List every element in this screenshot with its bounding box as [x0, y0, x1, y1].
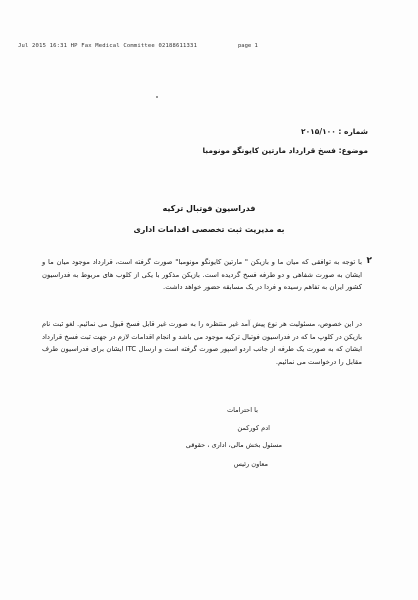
- department-title: به مدیریت ثبت تخصصی اقدامات اداری: [133, 225, 285, 234]
- fax-header-line: Jul 2015 16:31 HP Fax Medical Committee 02188611331: [18, 43, 198, 49]
- letter-number-text: شماره : ۲۰۱۵/۱۰۰: [301, 127, 368, 136]
- margin-mark: ۲: [366, 256, 372, 266]
- signer-role: معاون رئیس: [233, 460, 268, 468]
- letter-subject-text: موضوع: فسخ قرارداد مارتین کایونگو مونومبا: [202, 146, 368, 155]
- signer-title: مسئول بخش مالی، اداری ، حقوقی: [185, 441, 282, 449]
- recipient-title: فدراسیون فوتبال ترکیه: [162, 204, 256, 213]
- fax-page-number: page 1: [238, 43, 258, 49]
- body-paragraph-2: در این خصوص، مسئولیت هر نوع پیش آمد غیر منتظره را به صورت غیر قابل فسخ قبول می نمائیم. لغو ثبت نام بازیکن در کلوپ ما که در فدراسیون فوتبال ترکیه موجود می باشد و انجام اقدامات لازم در جهت ثبت فسخ قرارداد ایشان که به صورت یک طرفه از جانب اردو اسپور صورت گرفته است و ارسال ITC ایشان برای فدراسیون طرف مقابل را درخواست می نمائیم.: [42, 320, 362, 366]
- letter-subject: [202, 146, 368, 155]
- body-paragraph-1: با توجه به توافقی که میان ما و بازیکن " مارتین کایونگو مونومبا" صورت گرفته است، قرارداد موجود میان ما و ایشان به صورت شفاهی و دو طرفه فسخ گردیده است. بازیکن مذکور با یکی از کلوب های مربوط به فدراسیون کشور ایران به تفاهم رسیده و فردا در یک مسابقه حضور خواهد داشت.: [42, 258, 362, 291]
- letter-number: [301, 127, 368, 136]
- scan-speck: [156, 96, 158, 98]
- signer-name: ادم کورکمن: [237, 424, 270, 432]
- closing-salutation: با احترامات: [226, 406, 258, 414]
